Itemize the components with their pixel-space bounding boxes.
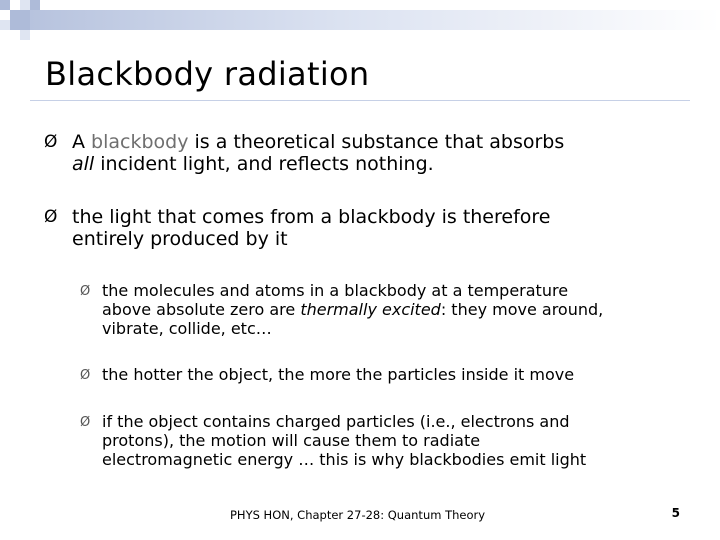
decor-square [0,0,10,10]
slide-footer: PHYS HON, Chapter 27-28: Quantum Theory [230,508,486,522]
decor-square [20,0,30,10]
bullet-text: A blackbody is a theoretical substance that absorbs all incident light, and reflects nothing. [72,131,565,175]
highlighted-term: blackbody [91,131,189,153]
decor-square [10,10,30,30]
sub-bullet-text: the molecules and atoms in a blackbody at a temperature above absolute zero are thermally excited: they move around, vibrate, collide, etc… [102,281,604,338]
sub-bullet-thermal-excitation [80,281,700,338]
sub-bullet-text: the hotter the object, the more the particles inside it move [102,365,575,384]
arrow-bullet-icon: Ø [44,132,58,152]
slide-title: Blackbody radiation [45,55,370,93]
bullet-blackbody-definition [44,131,684,175]
arrow-bullet-icon: Ø [80,368,91,383]
title-divider [30,100,690,101]
sub-bullet-hotter-object [80,365,700,385]
decor-square [30,0,40,10]
bullet-light-origin [44,206,684,250]
bullet-text: the light that comes from a blackbody is therefore entirely produced by it [72,206,551,250]
page-number: 5 [671,506,680,520]
decor-square [20,30,30,40]
header-gradient-bar [30,10,720,30]
arrow-bullet-icon: Ø [80,415,91,430]
sub-bullet-text: if the object contains charged particles (i.e., electrons and protons), the motion will cause them to radiate electromagnetic energy … this is why blackbodies emit light [102,412,587,469]
arrow-bullet-icon: Ø [80,284,91,299]
decor-square [0,20,10,30]
sub-bullet-charged-particles [80,412,700,469]
arrow-bullet-icon: Ø [44,207,58,227]
